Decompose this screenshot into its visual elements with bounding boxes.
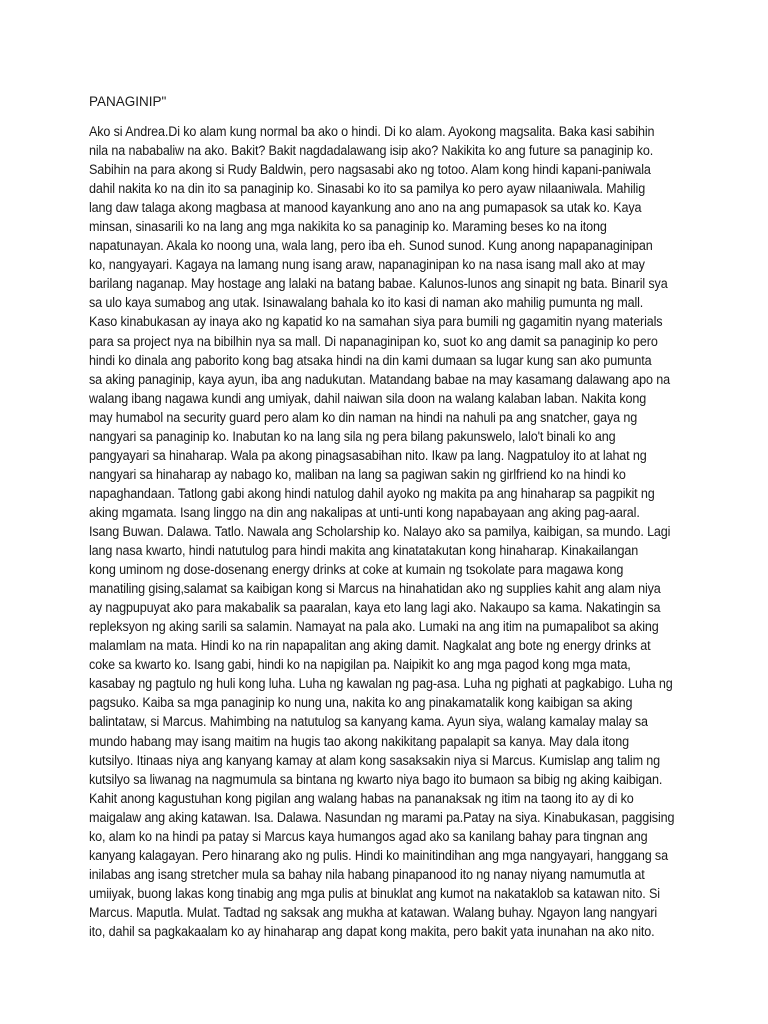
document-page (89, 92, 689, 941)
body-line: kutsilyo sa liwanag na nagmumula sa bintana ng kwarto niya bago ito bumaon sa bibig ng aking kaibigan. (89, 771, 663, 787)
body-line: nila na nababaliw na ako. Bakit? Bakit nagdadalawang isip ako? Nakikita ko ang future sa panaginip ko. (89, 143, 654, 159)
body-line: kasabay ng pagtulo ng huli kong luha. Luha ng kawalan ng pag-asa. Luha ng pighati at pagkabigo. Luha ng (89, 676, 673, 692)
document-title: PANAGINIP" (89, 94, 167, 109)
body-line: aking mgamata. Isang linggo na din ang nakalipas at unti-unti kong napabayaan ang aking pag-aaral. (89, 504, 640, 520)
body-line: kanyang kalagayan. Pero hinarang ako ng pulis. Hindi ko mainitindihan ang mga nangyayari, hanggang sa (89, 847, 668, 863)
body-line: repleksyon ng aking sarili sa salamin. Namayat na pala ako. Lumaki na ang itim na pumapalibot sa aking (89, 619, 659, 635)
body-line: hindi ko dinala ang paborito kong bag atsaka hindi na din kami dumaan sa lugar kung san ako pumunta (89, 352, 652, 368)
body-line: nangyari sa hinaharap ay nabago ko, maliban na lang sa pagiwan sakin ng girlfriend ko na hindi ko (89, 466, 626, 482)
body-line: pagsuko. Kaiba sa mga panaginip ko nung una, nakita ko ang pinakamatalik kong kaibigan sa aking (89, 695, 633, 711)
body-line: kutsilyo. Itinaas niya ang kanyang kamay at alam kong sasaksakin niya si Marcus. Kumislap ang talim ng (89, 752, 661, 768)
body-line: napatunayan. Akala ko noong una, wala lang, pero iba eh. Sunod sunod. Kung anong napapanaginipan (89, 238, 653, 254)
body-line: ay nagpupuyat ako para makabalik sa paaralan, kaya eto lang lagi ako. Nakaupo sa kama. Nakatingin sa (89, 600, 661, 616)
body-line: ito, dahil sa pagkakaalam ko ay hinaharap ang dapat kong makita, pero bakit yata inunahan na ako nito. (89, 923, 655, 939)
body-line: malamlam na mata. Hindi ko na rin napapalitan ang aking damit. Nagkalat ang bote ng energy drinks at (89, 638, 651, 654)
document-body (89, 122, 675, 941)
body-line: walang ibang nagawa kundi ang umiyak, dahil naiwan sila doon na walang kalaban laban. Nakita kong (89, 390, 647, 406)
body-line: dahil nakita ko na din ito sa panaginip ko. Sinasabi ko ito sa pamilya ko pero ayaw nilaaniwala. Mahilig (89, 181, 646, 197)
body-line: minsan, sinasarili ko na lang ang mga nakikita ko sa panaginip ko. Maraming beses ko na itong (89, 219, 607, 235)
body-line: sa ulo kaya sumabog ang utak. Isinawalang bahala ko ito kasi di naman ako mahilig pumunta ng mall. (89, 295, 644, 311)
body-line: ko, alam ko na hindi pa patay si Marcus kaya humangos agad ako sa kanilang bahay para tingnan ang (89, 828, 648, 844)
body-line: may humabol na security guard pero alam ko din naman na hindi na nahuli pa ang snatcher, gaya ng (89, 409, 638, 425)
body-line: Marcus. Maputla. Mulat. Tadtad ng saksak ang mukha at katawan. Walang buhay. Ngayon lang nangyari (89, 904, 658, 920)
body-line: ko, nangyayari. Kagaya na lamang nung isang araw, napanaginipan ko na nasa isang mall ako at may (89, 257, 645, 273)
body-line: coke sa kwarto ko. Isang gabi, hindi ko na napigilan pa. Naipikit ko ang mga pagod kong mga mata, (89, 657, 631, 673)
body-line: Sabihin na para akong si Rudy Baldwin, pero nagsasabi ako ng totoo. Alam kong hindi kapani-paniwala (89, 162, 651, 178)
body-line: barilang naganap. May hostage ang lalaki na batang babae. Kalunos-lunos ang sinapit ng bata. Binaril sya (89, 276, 668, 292)
body-line: manatiling gising,salamat sa kaibigan kong si Marcus na hinahatidan ako ng supplies kahit ang alam niya (89, 581, 661, 597)
body-line: nangyari sa panaginip ko. Inabutan ko na lang sila ng pera bilang pakunswelo, lalo't binali ko ang (89, 428, 616, 444)
body-line: inilabas ang isang stretcher mula sa bahay nila habang pinapanood ito ng nanay niyang namumutla at (89, 866, 645, 882)
body-line: Ako si Andrea.Di ko alam kung normal ba ako o hindi. Di ko alam. Ayokong magsalita. Baka kasi sabihin (89, 124, 655, 139)
body-line: napaghandaan. Tatlong gabi akong hindi natulog dahil ayoko ng makita pa ang hinaharap sa pagpikit ng (89, 485, 655, 501)
body-line: sa aking panaginip, kaya ayun, iba ang nadukutan. Matandang babae na may kasamang dalawang apo na (89, 371, 670, 387)
body-line: pangyayari sa hinaharap. Wala pa akong pinagsasabihan nito. Ikaw pa lang. Nagpatuloy ito at lahat ng (89, 447, 647, 463)
body-line: lang daw talaga akong magbasa at manood kayankung ano ano na ang pumapasok sa utak ko. Kaya (89, 200, 642, 216)
body-line: umiiyak, buong lakas kong tinabig ang mga pulis at binuklat ang kumot na nakataklob sa katawan nito. Si (89, 885, 660, 901)
body-line: Kahit anong kagustuhan kong pigilan ang walang habas na pananaksak ng itim na taong ito ay di ko (89, 790, 634, 806)
body-line: maigalaw ang aking katawan. Isa. Dalawa. Nasundan ng marami pa.Patay na siya. Kinabukasan, paggising (89, 809, 675, 825)
body-line: Kaso kinabukasan ay inaya ako ng kapatid ko na samahan siya para bumili ng gagamitin nyang materials (89, 314, 663, 330)
body-line: kong uminom ng dose-dosenang energy drinks at coke at kumain ng tsokolate para magawa kong (89, 562, 624, 578)
body-line: Isang Buwan. Dalawa. Tatlo. Nawala ang Scholarship ko. Nalayo ako sa pamilya, kaibigan, sa mundo. Lagi (89, 523, 671, 539)
body-line: lang nasa kwarto, hindi natutulog para hindi makita ang kinatatakutan kong hinaharap. Kinakailangan (89, 543, 639, 559)
body-line: mundo habang may isang maitim na hugis tao akong nakikitang papalapit sa kanya. May dala itong (89, 733, 630, 749)
body-line: para sa project nya na bibilhin nya sa mall. Di napanaginipan ko, suot ko ang damit sa panaginip ko pero (89, 333, 658, 349)
body-line: balintataw, si Marcus. Mahimbing na natutulog sa kanyang kama. Ayun siya, walang kamalay malay sa (89, 714, 648, 730)
